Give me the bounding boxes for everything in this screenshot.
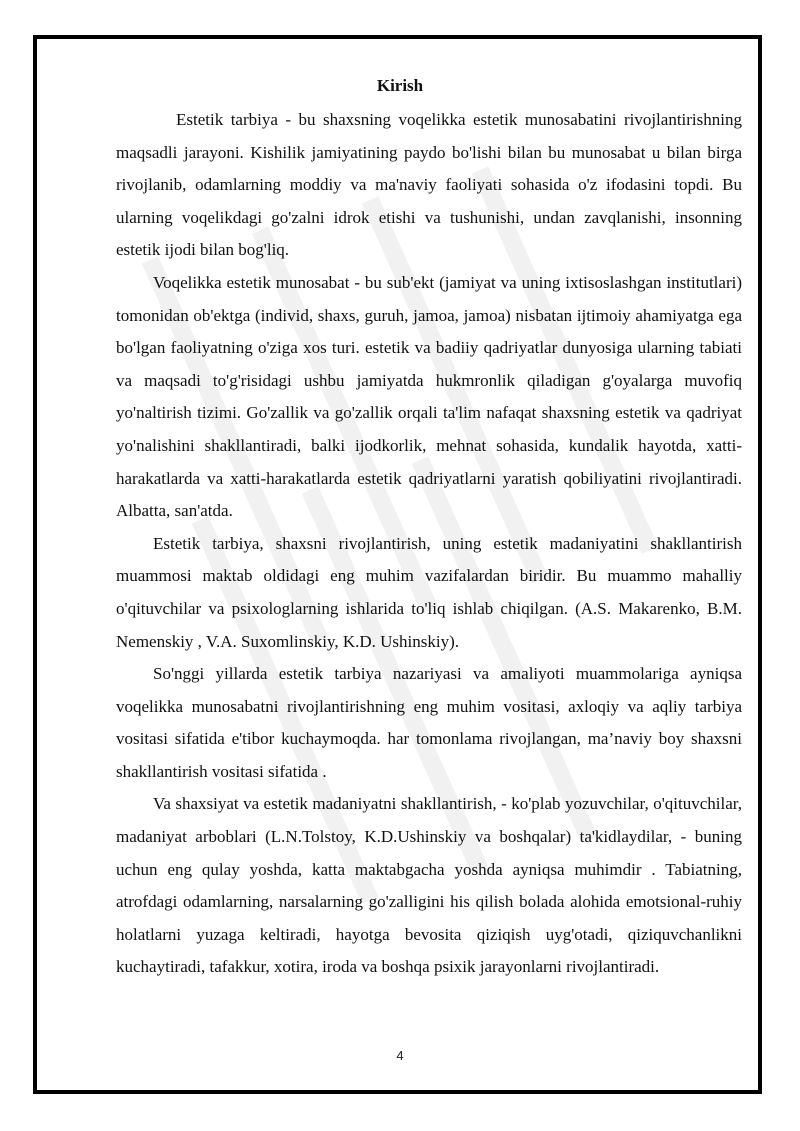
paragraph: Estetik tarbiya, shaxsni rivojlantirish, uning estetik madaniyatini shakllantirish muammosi maktab oldidagi eng muhim vazifalardan biridir. Bu muammo mahalliy o'qituvchilar va psixologlarning ishlarida to'liq ishlab chiqilgan. (A.S. Makarenko, B.M. Nemenskiy , V.A. Suxomlinskiy, K.D. Ushinskiy). [116, 533, 742, 651]
paragraph: So'nggi yillarda estetik tarbiya nazariyasi va amaliyoti muammolariga ayniqsa voqelikka munosabatni rivojlantirishning eng muhim vositasi, axloqiy va aqliy tarbiya vositasi sifatida e'tibor kuchaymoqda. har tomonlama rivojlangan, ma’naviy boy shaxsni shakllantirish vositasi sifatida . [116, 664, 742, 781]
page-title: Kirish [376, 76, 424, 95]
paragraph: Estetik tarbiya - bu shaxsning voqelikka estetik munosabatini rivojlantirishning maqsadli jarayoni. Kishilik jamiyatining paydo bo'lishi bilan bu munosabat u bilan birga rivojlanib, odamlarning moddiy va ma'naviy faoliyati sohasida o'z ifodasini topdi. Bu ularning voqelikdagi go'zalni idrok etishi va tushunishi, undan zavqlanishi, insonning estetik ijodi bilan bog'liq. [116, 110, 742, 260]
document-body [116, 104, 742, 984]
page-number: 4 [396, 1048, 404, 1063]
paragraph: Voqelikka estetik munosabat - bu sub'ekt (jamiyat va uning ixtisoslashgan institutlari) tomonidan ob'ektga (individ, shaxs, guruh, jamoa, jamoa) nisbatan ijtimoiy ahamiyatga ega bo'lgan faoliyatning o'ziga xos turi. estetik va badiiy qadriyatlar dunyosiga ularning tabiati va maqsadi to'g'risidagi ushbu jamiyatda hukmronlik qiladigan g'oyalarga muvofiq yo'naltirish tizimi. Go'zallik va go'zallik orqali ta'lim nafaqat shaxsning estetik va qadriyat yo'nalishini shakllantiradi, balki ijodkorlik, mehnat sohasida, kundalik hayotda, xatti-harakatlarda va xatti-harakatlarda estetik qadriyatlarni yaratish qobiliyatini rivojlantiradi. Albatta, san'atda. [116, 272, 742, 521]
paragraph: Va shaxsiyat va estetik madaniyatni shakllantirish, - ko'plab yozuvchilar, o'qituvchilar, madaniyat arboblari (L.N.Tolstoy, K.D.Ushinskiy va boshqalar) ta'kidlaydilar, - buning uchun eng qulay yoshda, katta maktabgacha yoshda ayniqsa muhimdir . Tabiatning, atrofdagi odamlarning, narsalarning go'zalligini his qilish bolada alohida emotsional-ruhiy holatlarni yuzaga keltiradi, hayotga bevosita qiziqish uyg'otadi, qiziquvchanlikni kuchaytiradi, tafakkur, xotira, iroda va boshqa psixik jarayonlarni rivojlantiradi. [116, 794, 742, 977]
